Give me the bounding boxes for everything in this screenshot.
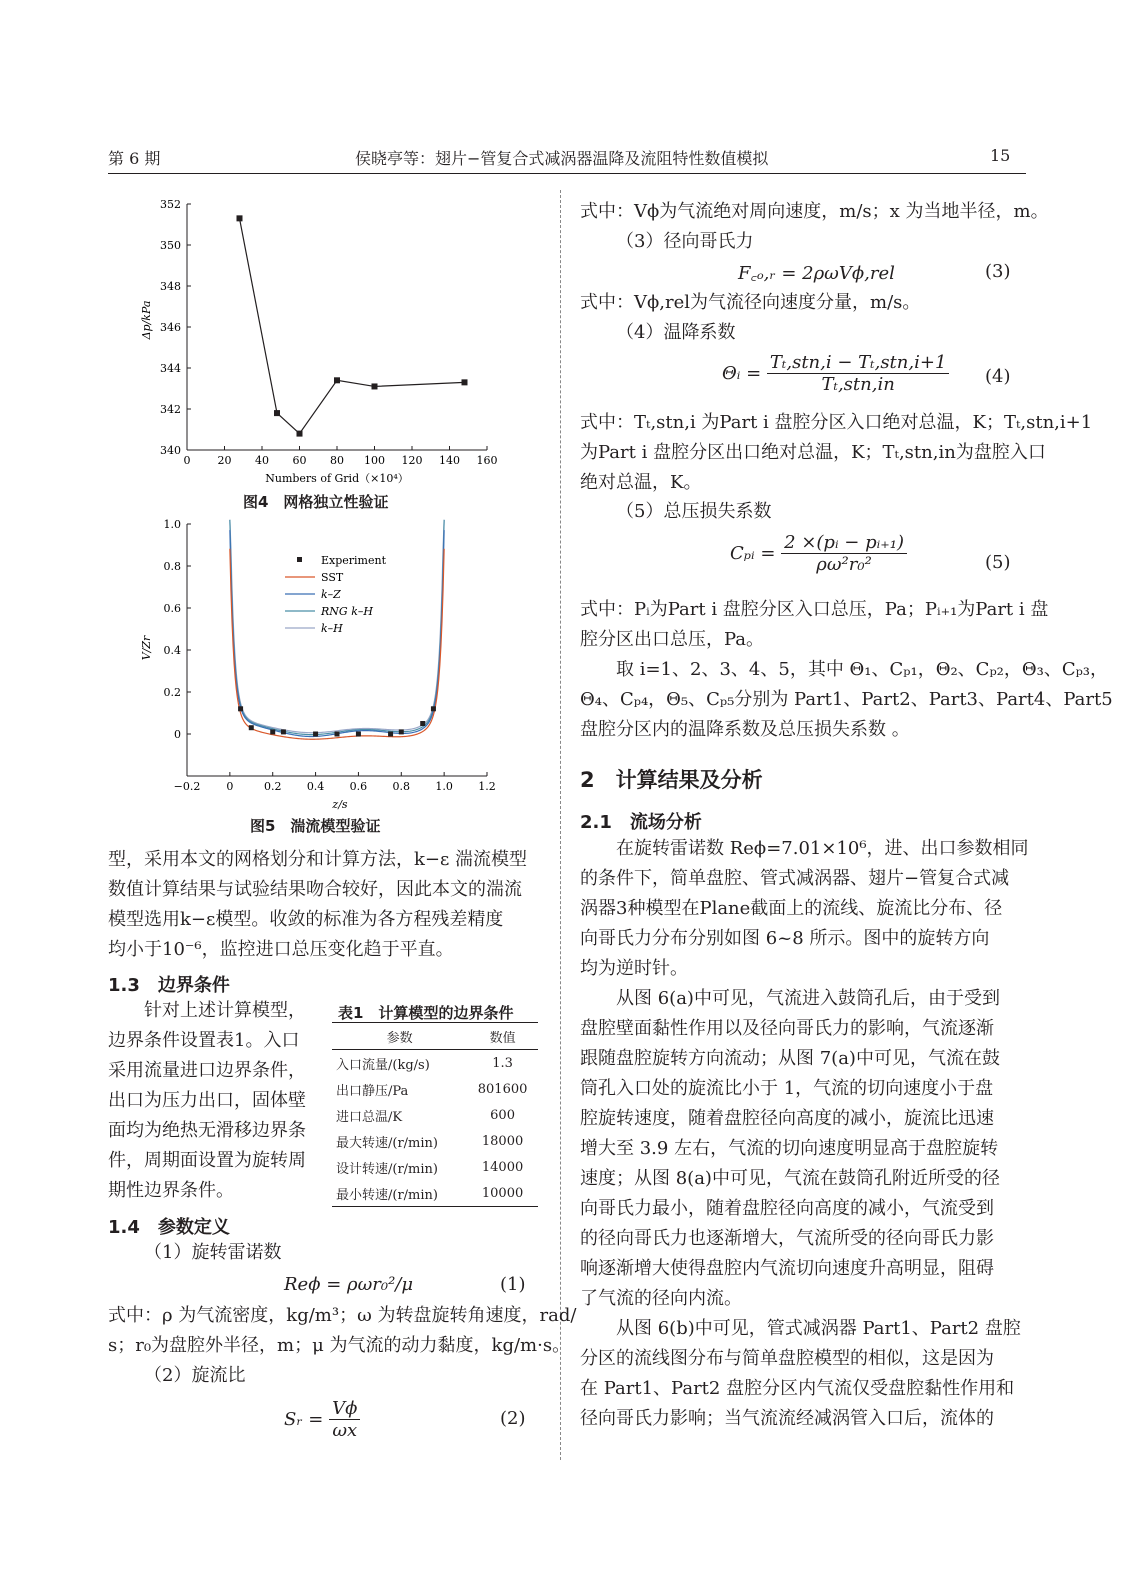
running-title: 侯晓亭等：翅片−管复合式减涡器温降及流阻特性数值模拟 bbox=[355, 149, 769, 168]
eq5-lhs: Cₚᵢ = bbox=[730, 543, 776, 564]
table-cell: 600 bbox=[490, 1107, 515, 1123]
fig5-experiment-point bbox=[388, 732, 393, 737]
body-text-line: 了气流的径向内流。 bbox=[580, 1288, 742, 1309]
bc-text-line: 边界条件设置表1。入口 bbox=[108, 1030, 300, 1051]
eq4-numerator: Tₜ,stn,i − Tₜ,stn,i+1 bbox=[767, 352, 949, 374]
eq2-fraction bbox=[329, 1398, 360, 1441]
table-row bbox=[332, 1128, 538, 1154]
right-text-line: 盘腔分区内的温降系数及总压损失系数 。 bbox=[580, 719, 910, 740]
body-text-line: 增大至 3.9 左右，气流的切向速度明显高于盘腔旋转 bbox=[580, 1138, 999, 1159]
equation-3-number: (3) bbox=[985, 261, 1011, 282]
fig5-x-tick-label: 0.8 bbox=[392, 780, 411, 793]
fig4-y-tick-label: 344 bbox=[160, 362, 181, 375]
bc-text-line: 采用流量进口边界条件， bbox=[108, 1060, 306, 1081]
right-text-line: 式中：Vϕ为气流绝对周向速度，m/s；x 为当地半径，m。 bbox=[580, 201, 1049, 222]
definition-3-title: （3）径向哥氏力 bbox=[616, 231, 754, 252]
fig4-y-tick-label: 350 bbox=[160, 239, 181, 252]
fig4-data-point bbox=[372, 383, 378, 389]
body-text-line: 分区的流线图分布与简单盘腔模型的相似，这是因为 bbox=[580, 1348, 994, 1369]
fig4-ticks bbox=[160, 198, 498, 467]
fig5-experiment-point bbox=[399, 729, 404, 734]
left-paragraph-line: 均小于10⁻⁶，监控进口总压变化趋于平直。 bbox=[108, 939, 454, 960]
fig5-legend-label: SST bbox=[321, 571, 344, 584]
table-cell: 入口流量/(kg/s) bbox=[336, 1057, 430, 1073]
fig5-experiment-point bbox=[313, 732, 318, 737]
bc-text-line: 面均为绝热无滑移边界条 bbox=[108, 1120, 306, 1141]
table-cell: 进口总温/K bbox=[336, 1109, 403, 1125]
fig5-x-tick-label: 0.4 bbox=[306, 780, 325, 793]
fig5-y-tick-label: 0.4 bbox=[163, 644, 181, 657]
fig4-x-tick-label: 80 bbox=[330, 454, 344, 467]
fig4-y-tick-label: 340 bbox=[160, 444, 181, 457]
table-1-caption: 表1 计算模型的边界条件 bbox=[338, 1004, 514, 1022]
eq5-numerator: 2 ×(pᵢ − pᵢ₊₁) bbox=[781, 532, 907, 554]
table-cell: 最大转速/(r/min) bbox=[336, 1135, 438, 1151]
equation-1-number: (1) bbox=[500, 1274, 526, 1295]
body-text-line: 从图 6(b)中可见，管式减涡器 Part1、Part2 盘腔 bbox=[616, 1318, 1021, 1339]
fig5-legend-label: k–Z bbox=[321, 588, 341, 601]
fig5-legend bbox=[285, 554, 387, 635]
eq5-denominator: ρω²r₀² bbox=[816, 554, 872, 575]
issue-number: 第 6 期 bbox=[108, 149, 161, 168]
fig5-x-tick-label: 0.6 bbox=[349, 780, 368, 793]
eq4-denominator: Tₜ,stn,in bbox=[821, 374, 895, 395]
right-text-line: 取 i=1、2、3、4、5，其中 Θ₁、Cₚ₁，Θ₂、Cₚ₂，Θ₃、Cₚ₃， bbox=[616, 659, 1109, 680]
equation-1: Reϕ = ρωr₀²/μ bbox=[284, 1274, 414, 1295]
body-text-line: 从图 6(a)中可见，气流进入鼓筒孔后，由于受到 bbox=[616, 988, 1000, 1009]
bc-text-line: 期性边界条件。 bbox=[108, 1180, 234, 1201]
fig4-x-tick-label: 160 bbox=[476, 454, 498, 467]
fig4-x-tick-label: 140 bbox=[439, 454, 460, 467]
body-text-line: 腔旋转速度，随着盘腔径向高度的减小，旋流比迅速 bbox=[580, 1108, 994, 1129]
fig5-ylabel: V/Zr bbox=[140, 635, 153, 661]
body-text-line: 跟随盘腔旋转方向流动；从图 7(a)中可见，气流在鼓 bbox=[580, 1048, 1000, 1069]
equation-4 bbox=[722, 352, 949, 395]
fig5-y-tick-label: 0.8 bbox=[163, 560, 181, 573]
body-text-line: 的条件下，简单盘腔、管式减涡器、翅片−管复合式减 bbox=[580, 868, 1010, 889]
table-row bbox=[332, 1102, 538, 1128]
table-cell: 801600 bbox=[477, 1081, 528, 1097]
fig5-x-tick-label: 1.0 bbox=[435, 780, 453, 793]
fig5-x-tick-label: −0.2 bbox=[173, 780, 201, 793]
body-text-line: 速度；从图 8(a)中可见，气流在鼓筒孔附近所受的径 bbox=[580, 1168, 1000, 1189]
fig5-experiment-point bbox=[281, 729, 286, 734]
fig4-ylabel: Δp/kPa bbox=[140, 300, 153, 340]
eq1-explanation-line: s；r₀为盘腔外半径，m；μ 为气流的动力黏度，kg/m·s。 bbox=[108, 1335, 571, 1356]
eq1-explanation-line: 式中：ρ 为气流密度，kg/m³；ω 为转盘旋转角速度，rad/ bbox=[108, 1305, 577, 1326]
table-header-value: 数值 bbox=[489, 1030, 516, 1046]
fig5-experiment-point bbox=[420, 721, 425, 726]
bc-text-line: 件，周期面设置为旋转周 bbox=[108, 1150, 306, 1171]
fig4-axes bbox=[187, 204, 487, 450]
bc-text-line: 针对上述计算模型， bbox=[144, 1000, 306, 1021]
definition-4-title: （4）温降系数 bbox=[616, 322, 736, 343]
table-row bbox=[332, 1154, 538, 1180]
fig5-experiment-point bbox=[335, 732, 340, 737]
section-2-1-heading: 2.1 流场分析 bbox=[580, 812, 702, 833]
equation-2 bbox=[284, 1398, 360, 1441]
table-1 bbox=[332, 1022, 538, 1207]
fig4-y-tick-label: 342 bbox=[160, 403, 181, 416]
fig5-x-tick-label: 0.2 bbox=[263, 780, 282, 793]
fig5-legend-label: RNG k–H bbox=[321, 605, 373, 618]
fig5-y-tick-label: 1.0 bbox=[163, 518, 181, 531]
body-text-line: 在 Part1、Part2 盘腔分区内气流仅受盘腔黏性作用和 bbox=[580, 1378, 1015, 1399]
definition-1-title: （1）旋转雷诺数 bbox=[144, 1242, 282, 1263]
section-2-heading: 2 计算结果及分析 bbox=[580, 768, 763, 792]
fig4-data-point bbox=[462, 379, 468, 385]
table-cell: 18000 bbox=[481, 1133, 524, 1149]
fig4-x-tick-label: 120 bbox=[401, 454, 423, 467]
definition-2-title: （2）旋流比 bbox=[144, 1365, 246, 1386]
eq4-lhs: Θᵢ = bbox=[722, 363, 762, 384]
body-text-line: 的径向哥氏力也逐渐增大，气流所受的径向哥氏力影 bbox=[580, 1228, 994, 1249]
fig4-x-tick-label: 100 bbox=[364, 454, 385, 467]
equation-5 bbox=[730, 532, 907, 575]
section-1-3-heading: 1.3 边界条件 bbox=[108, 975, 230, 996]
body-text-line: 在旋转雷诺数 Reϕ=7.01×10⁶，进、出口参数相同 bbox=[616, 838, 1029, 859]
table-row bbox=[332, 1076, 538, 1102]
body-text-line: 向哥氏力最小，随着盘腔径向高度的减小，气流受到 bbox=[580, 1198, 994, 1219]
table-cell: 最小转速/(r/min) bbox=[336, 1187, 438, 1203]
table-row bbox=[332, 1050, 538, 1077]
fig4-data-point bbox=[237, 215, 243, 221]
fig4-y-tick-label: 348 bbox=[160, 280, 181, 293]
equation-4-number: (4) bbox=[985, 366, 1011, 387]
fig4-data-line bbox=[240, 218, 465, 433]
fig4-y-tick-label: 352 bbox=[160, 198, 181, 211]
body-text-line: 涡器3种模型在Plane截面上的流线、旋流比分布、径 bbox=[580, 898, 1003, 919]
eq2-denominator: ωx bbox=[332, 1420, 358, 1441]
fig5-legend-label: Experiment bbox=[321, 554, 387, 567]
fig4-data-point bbox=[297, 431, 303, 437]
table-row bbox=[332, 1180, 538, 1207]
fig4-x-tick-label: 60 bbox=[292, 454, 307, 467]
fig5-x-tick-label: 1.2 bbox=[478, 780, 496, 793]
figure-4-caption: 图4 网格独立性验证 bbox=[243, 493, 389, 511]
body-text-line: 向哥氏力分布分别如图 6~8 所示。图中的旋转方向 bbox=[580, 928, 990, 949]
right-text-line: 绝对总温，K。 bbox=[580, 472, 702, 493]
fig4-xlabel: Numbers of Grid（×10⁴） bbox=[265, 472, 409, 485]
bc-text-line: 出口为压力出口，固体壁 bbox=[108, 1090, 306, 1111]
fig4-data-point bbox=[274, 410, 280, 416]
fig5-experiment-point bbox=[431, 706, 436, 711]
page-number: 15 bbox=[990, 146, 1011, 165]
table-cell: 10000 bbox=[481, 1185, 524, 1201]
fig4-x-tick-label: 20 bbox=[217, 454, 232, 467]
fig4-x-tick-label: 0 bbox=[183, 454, 191, 467]
right-text-line: 为Part i 盘腔分区出口绝对总温，K；Tₜ,stn,in为盘腔入口 bbox=[580, 442, 1046, 463]
header-rule bbox=[108, 173, 1026, 174]
fig5-legend-label: k–H bbox=[321, 622, 343, 635]
table-cell: 14000 bbox=[481, 1159, 524, 1175]
right-text-line: 式中：Vϕ,rel为气流径向速度分量，m/s。 bbox=[580, 292, 921, 313]
equation-2-number: (2) bbox=[500, 1408, 526, 1429]
fig5-x-tick-label: 0 bbox=[226, 780, 234, 793]
fig5-legend-marker bbox=[297, 557, 302, 562]
body-text-line: 径向哥氏力影响；当气流流经减涡管入口后，流体的 bbox=[580, 1408, 994, 1429]
figure-5-turbulence-validation bbox=[120, 512, 540, 812]
table-cell: 出口静压/Pa bbox=[336, 1083, 409, 1099]
fig5-y-tick-label: 0.2 bbox=[163, 686, 181, 699]
body-text-line: 筒孔入口处的旋流比小于 1，气流的切向速度小于盘 bbox=[580, 1078, 994, 1099]
eq5-fraction bbox=[781, 532, 907, 575]
fig5-xlabel: z/s bbox=[332, 798, 348, 811]
fig4-y-tick-label: 346 bbox=[160, 321, 181, 334]
right-text-line: Θ₄、Cₚ₄，Θ₅、Cₚ₅分别为 Part1、Part2、Part3、Part4、Part5 bbox=[580, 689, 1113, 710]
eq2-numerator: Vϕ bbox=[329, 1398, 360, 1420]
fig4-data-point bbox=[334, 377, 340, 383]
eq2-lhs: Sᵣ = bbox=[284, 1409, 324, 1430]
fig5-experiment-point bbox=[238, 706, 243, 711]
left-paragraph-line: 数值计算结果与试验结果吻合较好，因此本文的湍流 bbox=[108, 879, 522, 900]
definition-5-title: （5）总压损失系数 bbox=[616, 501, 772, 522]
fig4-data bbox=[237, 215, 468, 436]
right-text-line: 式中：Pᵢ为Part i 盘腔分区入口总压，Pa；Pᵢ₊₁为Part i 盘 bbox=[580, 599, 1049, 620]
fig5-experiment-point bbox=[249, 725, 254, 730]
table-cell: 1.3 bbox=[492, 1055, 513, 1071]
left-paragraph-line: 模型选用k−ε模型。收敛的标准为各方程残差精度 bbox=[108, 909, 504, 930]
fig5-y-tick-label: 0.6 bbox=[163, 602, 181, 615]
fig5-experiment-point bbox=[270, 729, 275, 734]
eq4-fraction bbox=[767, 352, 949, 395]
equation-5-number: (5) bbox=[985, 552, 1011, 573]
section-1-4-heading: 1.4 参数定义 bbox=[108, 1217, 230, 1238]
right-text-line: 腔分区出口总压，Pa。 bbox=[580, 629, 765, 650]
fig4-x-tick-label: 40 bbox=[255, 454, 269, 467]
left-paragraph-line: 型，采用本文的网格划分和计算方法，k−ε 湍流模型 bbox=[108, 849, 528, 870]
fig5-experiment-point bbox=[356, 732, 361, 737]
table-header-param: 参数 bbox=[386, 1030, 413, 1046]
fig5-y-tick-label: 0 bbox=[174, 728, 181, 741]
body-text-line: 均为逆时针。 bbox=[580, 958, 688, 979]
table-cell: 设计转速/(r/min) bbox=[336, 1161, 438, 1177]
right-text-line: 式中：Tₜ,stn,i 为Part i 盘腔分区入口绝对总温，K；Tₜ,stn,i+1 bbox=[580, 412, 1093, 433]
figure-4-grid-independence bbox=[120, 190, 540, 490]
body-text-line: 响逐渐增大使得盘腔内气流切向速度升高明显，阻碍 bbox=[580, 1258, 994, 1279]
column-divider bbox=[560, 190, 561, 1460]
equation-3: F꜀ₒ,ᵣ = 2ρωVϕ,rel bbox=[738, 263, 895, 284]
figure-5-caption: 图5 湍流模型验证 bbox=[250, 817, 381, 835]
body-text-line: 盘腔壁面黏性作用以及径向哥氏力的影响，气流逐渐 bbox=[580, 1018, 994, 1039]
